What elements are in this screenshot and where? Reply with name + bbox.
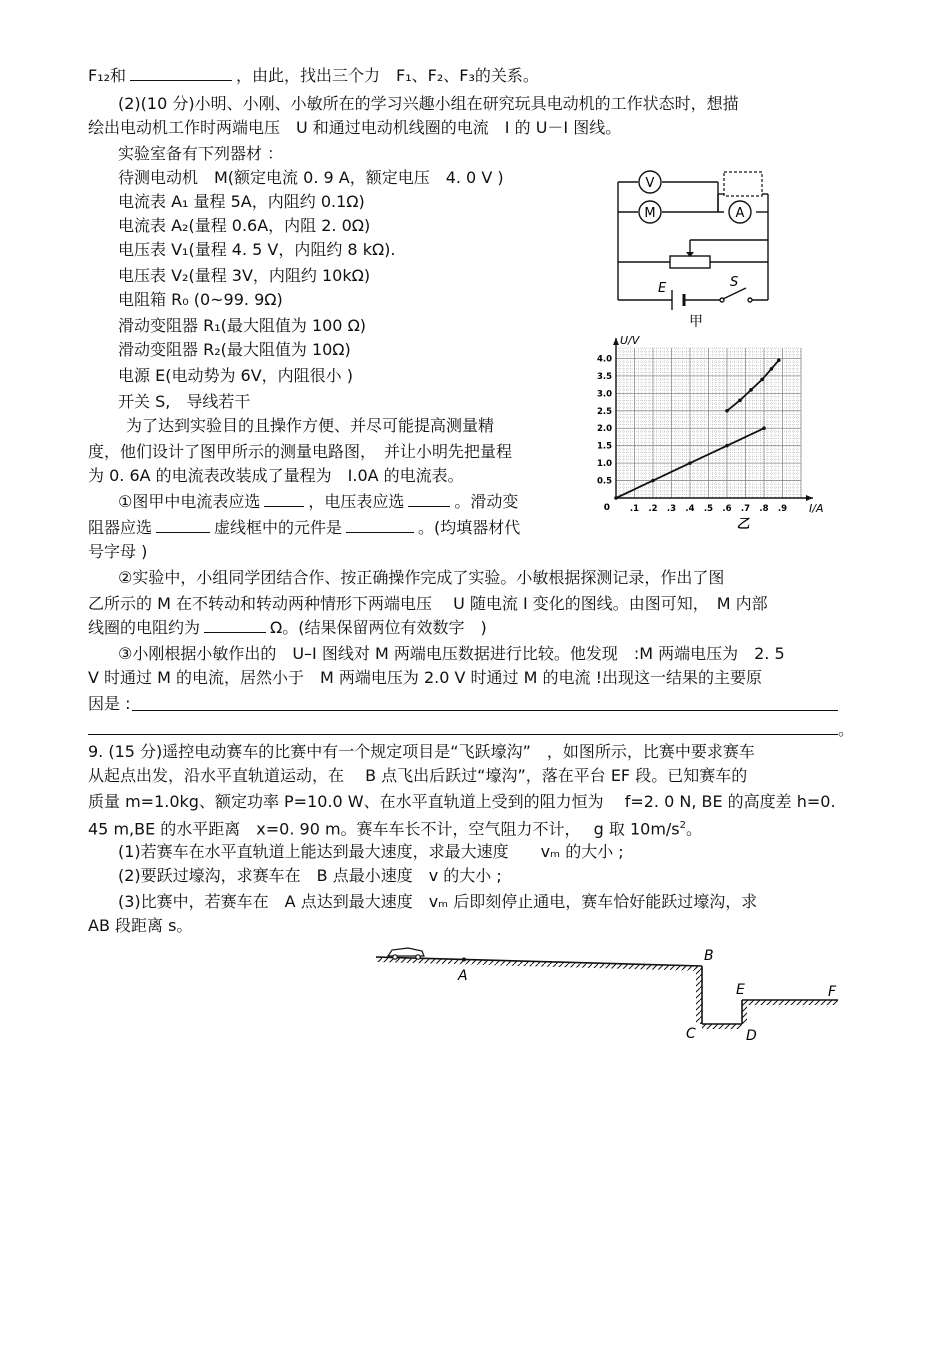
line-purpose-2: 度，他们设计了图甲所示的测量电路图， 并让小明先把量程 xyxy=(88,442,513,461)
line-q3-c: 因是 : xyxy=(88,694,131,713)
x-tick-label: .4 xyxy=(685,504,695,514)
svg-text:F: F xyxy=(828,984,837,1000)
data-point xyxy=(770,367,774,371)
x-tick-label: .3 xyxy=(666,504,677,514)
svg-text:D: D xyxy=(746,1028,757,1044)
x-axis-label: I/A xyxy=(809,502,824,515)
line-p9-4: 45 m,BE 的水平距离 x=0. 90 m。赛车车长不计，空气阻力不计， g 取 $10m/s^2$。 xyxy=(88,819,703,839)
y-tick-label: 4.0 xyxy=(596,354,612,365)
line-q3-a: ③小刚根据小敏作出的 U–I 图线对 M 两端电压数据进行比较。他发现 :M 两端电压为 2. 5 xyxy=(118,644,785,663)
y-tick-label: 1.0 xyxy=(596,459,612,470)
line-ammeter-a1: 电流表 A₁ 量程 5A，内阻约 0.1Ω) xyxy=(118,192,365,211)
dashed-element-box xyxy=(724,172,762,196)
line-ammeter-a2: 电流表 A₂(量程 0.6A，内阻 2. 0Ω) xyxy=(118,216,371,235)
answer-line-reason-2[interactable] xyxy=(88,734,838,735)
svg-text:E: E xyxy=(736,982,745,998)
line-rheostat-r1: 滑动变阻器 R₁(最大阻值为 100 Ω) xyxy=(118,316,367,335)
circuit-caption: 甲 xyxy=(689,314,703,330)
svg-text:M: M xyxy=(644,206,656,221)
data-point xyxy=(760,378,764,382)
line-intro-2: 绘出电动机工作时两端电压 U 和通过电动机线圈的电流 I 的 U－I 图线。 xyxy=(88,118,622,137)
x-tick-label: .1 xyxy=(629,504,640,514)
line-q1-c: 号字母 ) xyxy=(88,542,148,561)
x-tick-label: .2 xyxy=(648,504,658,514)
point-a-marker xyxy=(462,958,466,962)
line-q2-a: ②实验中，小组同学团结合作、按正确操作完成了实验。小敏根据探测记录，作出了图 xyxy=(118,568,725,587)
track-diagram xyxy=(370,940,850,1050)
y-tick-label: 2.5 xyxy=(596,406,612,417)
svg-text:E: E xyxy=(658,281,667,296)
line-equipment-header: 实验室备有下列器材 ： xyxy=(118,144,284,163)
x-tick-label: .6 xyxy=(722,504,732,514)
line-f12: F₁₂和 ，由此，找出三个力 F₁、F₂、F₃的关系。 xyxy=(88,66,539,85)
data-point xyxy=(651,479,655,483)
line-q2-c: 线圈的电阻约为 Ω。(结果保留两位有效数字 ) xyxy=(88,618,487,637)
answer-blank-rheostat[interactable] xyxy=(156,516,210,533)
line-p9-q3b: AB 段距离 s。 xyxy=(88,916,193,935)
svg-text:C: C xyxy=(686,1026,696,1042)
answer-blank-ammeter[interactable] xyxy=(264,490,304,507)
svg-text:V: V xyxy=(645,176,655,191)
data-point xyxy=(749,388,753,392)
rheostat-icon xyxy=(670,256,710,268)
y-tick-label: 3.0 xyxy=(596,389,612,400)
data-point xyxy=(738,399,742,403)
x-axis-arrow-icon xyxy=(806,495,813,501)
data-point xyxy=(725,444,729,448)
line-voltmeter-v1: 电压表 V₁(量程 4. 5 V，内阻约 8 kΩ). xyxy=(118,240,396,259)
line-q1-b: 阻器应选 虚线框中的元件是 。(均填器材代 xyxy=(88,518,521,537)
x-tick-label: .7 xyxy=(740,504,751,514)
answer-blank-f12[interactable] xyxy=(130,64,232,81)
line-rheostat-r2: 滑动变阻器 R₂(最大阻值为 10Ω) xyxy=(118,340,351,359)
x-tick-label: .8 xyxy=(759,504,769,514)
switch-icon xyxy=(720,288,752,302)
line-voltmeter-v2: 电压表 V₂(量程 3V，内阻约 10kΩ) xyxy=(118,266,371,285)
line-p9-1: 9. (15 分)遥控电动赛车的比赛中有一个规定项目是“飞跃壕沟” ，如图所示，比赛中要求赛车 xyxy=(88,742,755,761)
answer-blank-resistance[interactable] xyxy=(204,616,266,633)
line-purpose-1: 为了达到实验目的且操作方便、并尽可能提高测量精 xyxy=(126,416,495,435)
y-tick-label: 1.5 xyxy=(596,441,612,452)
line-p9-2: 从起点出发，沿水平直轨道运动，在 B 点飞出后跃过“壕沟”，落在平台 EF 段。已知赛车的 xyxy=(88,766,748,785)
svg-text:A: A xyxy=(735,206,745,221)
line-q1-a: ①图甲中电流表应选 ，电压表应选 。滑动变 xyxy=(118,492,519,511)
line-p9-q3: (3)比赛中，若赛车在 A 点达到最大速度 vₘ 后即刻停止通电，赛车恰好能跃过壕沟，求 xyxy=(118,892,758,911)
line-purpose-3: 为 0. 6A 的电流表改装成了量程为 I.0A 的电流表。 xyxy=(88,466,464,485)
svg-text:B: B xyxy=(704,948,714,964)
origin-label: 0 xyxy=(603,503,610,513)
data-point xyxy=(614,496,618,500)
x-tick-label: .5 xyxy=(703,504,714,514)
y-tick-label: 0.5 xyxy=(596,476,612,487)
answer-line-reason-1[interactable] xyxy=(132,710,838,711)
answer-blank-dashed-element[interactable] xyxy=(346,516,414,533)
line-resistance-box: 电阻箱 R₀ (0~99. 9Ω) xyxy=(118,290,283,309)
data-point xyxy=(725,409,729,413)
data-point xyxy=(777,358,781,362)
line-intro-1: (2)(10 分)小明、小刚、小敏所在的学习兴趣小组在研究玩具电动机的工作状态时，想描 xyxy=(118,94,739,113)
answer-blank-voltmeter[interactable] xyxy=(408,490,450,507)
line-p9-q1: (1)若赛车在水平直轨道上能达到最大速度，求最大速度 vₘ 的大小 ; xyxy=(118,842,624,861)
line-source: 电源 E(电动势为 6V，内阻很小 ) xyxy=(118,366,353,385)
y-tick-label: 2.0 xyxy=(596,424,612,435)
y-axis-label: U/V xyxy=(620,334,640,347)
line-p9-3: 质量 m=1.0kg、额定功率 P=10.0 W、在水平直轨道上受到的阻力恒为 f=2. 0 N, BE 的高度差 h=0. xyxy=(88,792,836,811)
y-tick-label: 3.5 xyxy=(596,371,612,382)
x-tick-label: .9 xyxy=(777,504,788,514)
line-p9-q2: (2)要跃过壕沟，求赛车在 B 点最小速度 v 的大小 ; xyxy=(118,866,502,885)
line-switch: 开关 S, 导线若干 xyxy=(118,392,251,411)
chart-caption: 乙 xyxy=(736,517,750,532)
battery-icon xyxy=(672,290,684,310)
data-point xyxy=(688,461,692,465)
svg-text:A: A xyxy=(458,968,468,984)
line-motor: 待测电动机 M(额定电流 0. 9 A，额定电压 4. 0 V ) xyxy=(118,168,504,187)
circuit-diagram xyxy=(610,160,800,330)
line-q2-b: 乙所示的 M 在不转动和转动两种情形下两端电压 U 随电流 I 变化的图线。由图可知， M 内部 xyxy=(88,594,768,613)
line-q3-end: 。 xyxy=(838,720,855,739)
u-i-chart xyxy=(588,332,828,532)
y-axis-arrow-icon xyxy=(613,338,619,345)
svg-text:S: S xyxy=(730,275,739,290)
line-q3-b: V 时通过 M 的电流，居然小于 M 两端电压为 2.0 V 时通过 M 的电流 !出现这一结果的主要原 xyxy=(88,668,763,687)
data-point xyxy=(762,426,766,430)
